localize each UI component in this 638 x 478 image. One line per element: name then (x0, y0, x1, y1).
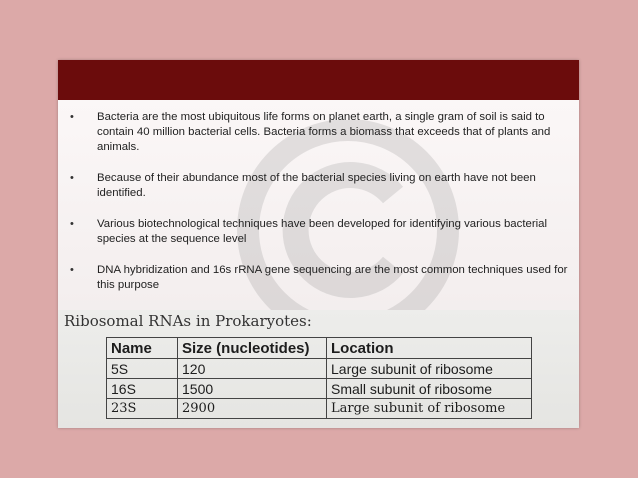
table-row (107, 379, 532, 399)
cell-size: 2900 (178, 399, 327, 419)
cell-name: 16S (107, 379, 178, 399)
cell-name: 23S (107, 399, 178, 419)
header-size: Size (nucleotides) (178, 338, 327, 359)
bullet-item (58, 110, 579, 155)
bullet-dot: • (70, 172, 74, 184)
ribosomal-rna-table (106, 337, 532, 419)
cell-name: 5S (107, 359, 178, 379)
bullet-dot: • (70, 218, 74, 230)
table-caption: Ribosomal RNAs in Prokaryotes: (64, 312, 312, 330)
table-row (107, 399, 532, 419)
cell-size: 120 (178, 359, 327, 379)
ribosomal-rna-table-image (58, 310, 579, 428)
bullet-text: Because of their abundance most of the bacterial species living on earth have not been identified. (97, 172, 536, 199)
title-bar (58, 60, 579, 100)
header-location: Location (327, 338, 532, 359)
cell-location: Small subunit of ribosome (327, 379, 532, 399)
bullet-dot: • (70, 264, 74, 276)
bullet-item (58, 263, 579, 293)
slide (58, 60, 579, 428)
bullet-item (58, 171, 579, 201)
cell-location: Large subunit of ribosome (327, 359, 532, 379)
bullet-text: Various biotechnological techniques have been developed for identifying various bacterial species at the sequence level (97, 218, 548, 245)
header-name: Name (107, 338, 178, 359)
slide-content (58, 100, 579, 310)
bullet-item (58, 217, 579, 247)
bullet-text: DNA hybridization and 16s rRNA gene sequencing are the most common techniques used for this purpose (97, 264, 568, 291)
cell-size: 1500 (178, 379, 327, 399)
bullet-text: Bacteria are the most ubiquitous life forms on planet earth, a single gram of soil is said to contain 40 million bacterial cells. Bacteria forms a biomass that exceeds that of plants and animals. (97, 111, 551, 153)
table-header-row (107, 338, 532, 359)
table-row (107, 359, 532, 379)
bullet-dot: • (70, 111, 74, 123)
cell-location: Large subunit of ribosome (327, 399, 532, 419)
bullet-list (58, 110, 579, 309)
